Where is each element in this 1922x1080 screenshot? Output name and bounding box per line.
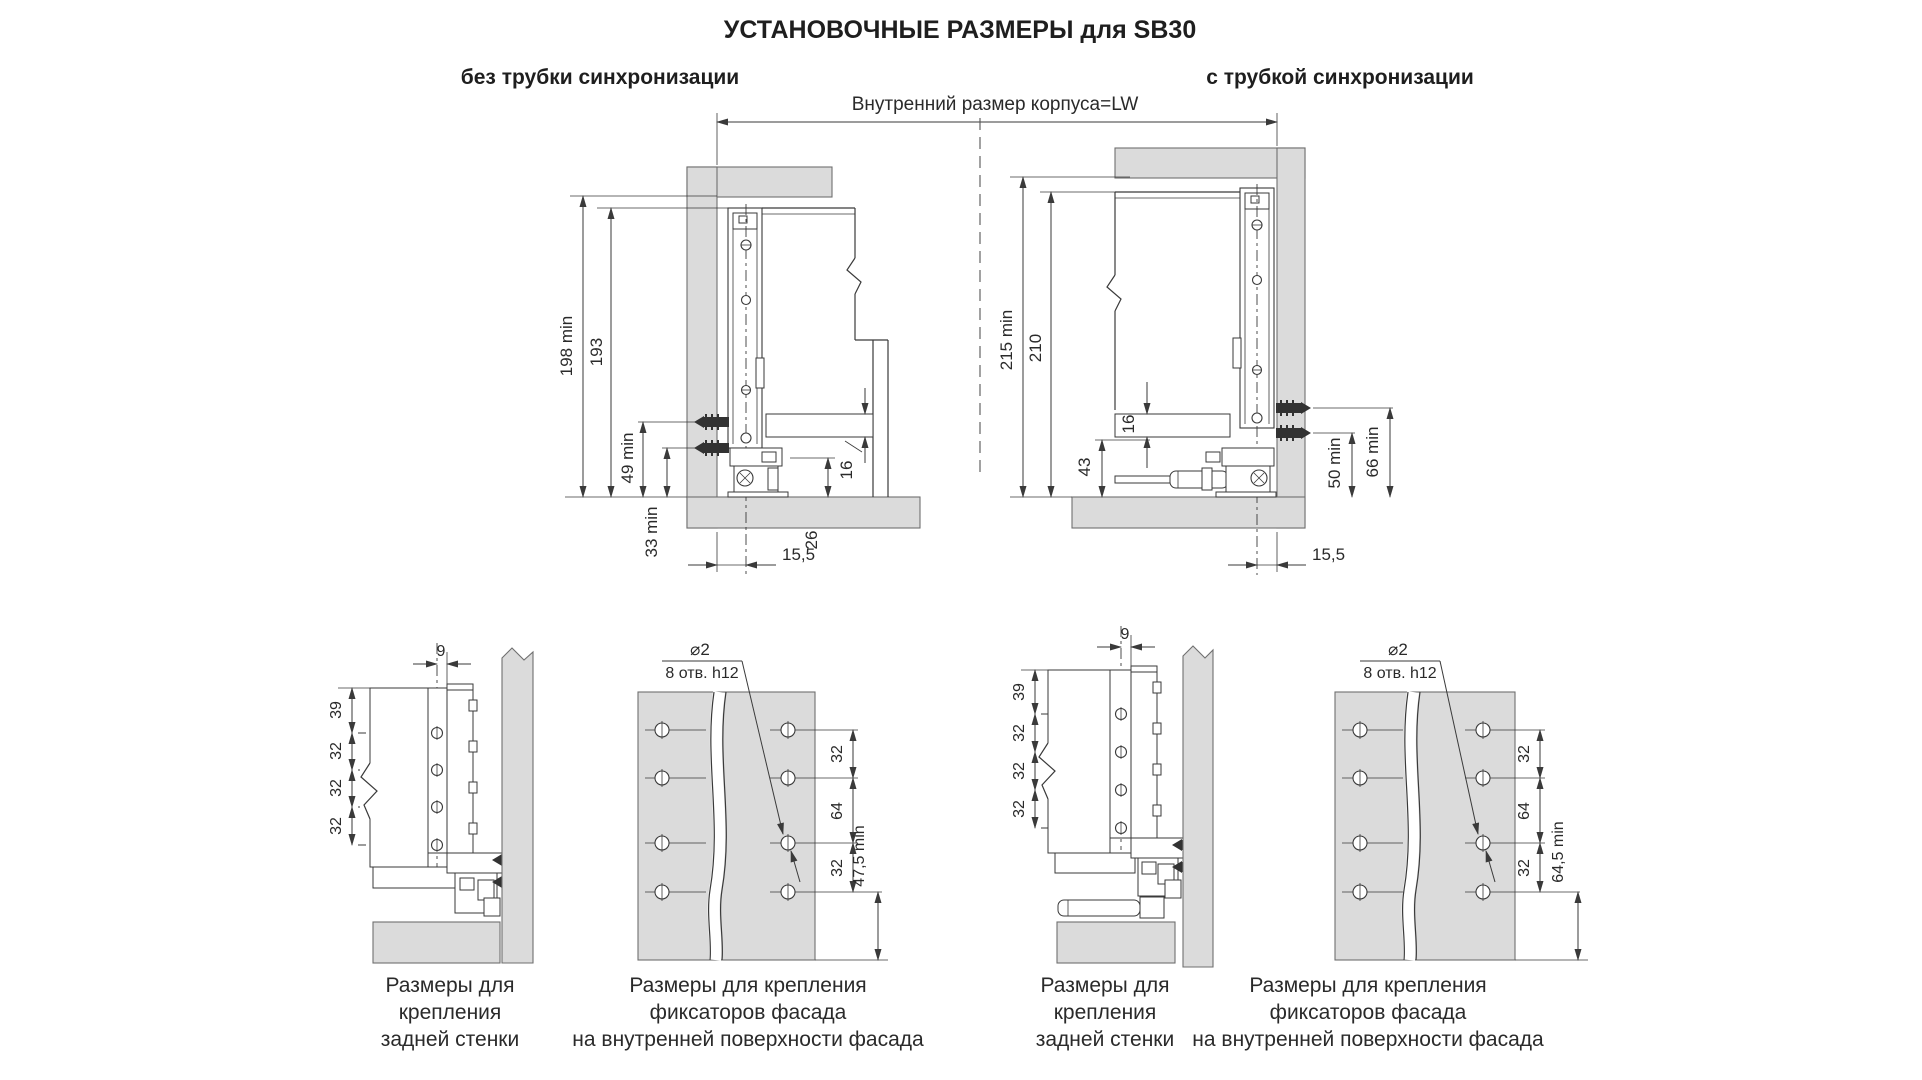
dim-bottom-clearance: 43 <box>1075 457 1094 477</box>
dim-lower-screw-min: 50 min <box>1325 437 1344 489</box>
caption-line: на внутренней поверхности фасада <box>572 1028 924 1051</box>
drawer-bottom-panel <box>373 867 455 888</box>
dim-rail-height: 193 <box>587 337 606 367</box>
dim-chain-32: 32 <box>829 859 846 877</box>
dim-bottom-thickness: 16 <box>1119 414 1138 434</box>
caption-line: на внутренней поверхности фасада <box>1192 1028 1544 1051</box>
dim-edge-offset: 9 <box>1120 626 1130 643</box>
dim-upper-screw-min: 66 min <box>1363 426 1382 478</box>
dimension-chain <box>815 730 888 960</box>
carcass-width-label: Внутренний размер корпуса=LW <box>851 94 1139 115</box>
drawer-back-panel <box>360 688 428 867</box>
cabinet-side-panel <box>687 167 717 528</box>
dim-chain-32: 32 <box>328 742 345 760</box>
cabinet-side-panel <box>1183 646 1213 967</box>
dim-bottom-min: 47,5 min <box>851 825 868 887</box>
dim-chain-32: 32 <box>1011 724 1028 742</box>
dim-side-offset: 15,5 <box>782 545 816 564</box>
mounting-screw <box>1276 425 1311 441</box>
dim-total-height-min: 215 min <box>997 309 1016 371</box>
synchronization-tube <box>1058 897 1164 918</box>
caption-line: фиксаторов фасада <box>649 1001 847 1024</box>
hole-diameter-label: ⌀2 <box>1388 640 1408 659</box>
cabinet-side-panel <box>502 648 533 963</box>
dim-total-height-min: 198 min <box>557 315 576 377</box>
caption-line: задней стенки <box>380 1028 520 1051</box>
dim-chain-64: 64 <box>1516 802 1533 820</box>
caption-line: Размеры для крепления <box>629 974 867 997</box>
holes-note-label: 8 отв. h12 <box>1363 665 1437 682</box>
caption-line: задней стенки <box>1035 1028 1175 1051</box>
dim-chain-32: 32 <box>829 745 846 763</box>
dim-bottom-thickness: 16 <box>837 460 856 480</box>
mounting-screw <box>1276 400 1311 416</box>
cabinet-bottom-panel <box>373 922 500 963</box>
column-header-with-tube: с трубкой синхронизации <box>1206 66 1474 89</box>
dim-side-offset: 15,5 <box>1312 545 1346 564</box>
caption-line: крепления <box>398 1001 502 1024</box>
dim-chain-32: 32 <box>328 817 345 835</box>
caption-facade <box>572 974 924 1051</box>
dim-chain-32: 32 <box>1011 800 1028 818</box>
cabinet-bottom-panel <box>687 497 920 528</box>
cabinet-bottom-panel <box>1072 497 1305 528</box>
dimension-chain <box>1515 730 1588 960</box>
section-with-tube <box>997 148 1393 575</box>
dim-chain-39: 39 <box>328 701 345 719</box>
back-wall-drawing-no-tube <box>328 643 533 1051</box>
drawer-side-profile <box>447 690 477 860</box>
front-fixing-mechanism <box>447 853 502 916</box>
dim-bottom-min: 64,5 min <box>1550 821 1567 883</box>
dim-chain-39: 39 <box>1011 683 1028 701</box>
dim-upper-screw-min: 49 min <box>618 432 637 484</box>
dim-chain-32: 32 <box>328 779 345 797</box>
caption-line: Размеры для крепления <box>1249 974 1487 997</box>
caption-facade <box>1192 974 1544 1051</box>
facade-drawing-no-tube <box>572 640 924 1051</box>
caption-line: фиксаторов фасада <box>1269 1001 1467 1024</box>
caption-line: Размеры для <box>1040 974 1170 997</box>
drawer-side-profile <box>1131 672 1161 845</box>
section-no-tube <box>557 167 920 575</box>
back-wall-drawing-with-tube <box>1011 626 1213 1051</box>
drawer-bottom-panel <box>1055 853 1135 873</box>
page-title: УСТАНОВОЧНЫЕ РАЗМЕРЫ для SB30 <box>723 16 1197 44</box>
column-header-no-tube: без трубки синхронизации <box>460 66 740 89</box>
caption-back-wall <box>1036 974 1174 1051</box>
dim-edge-offset: 9 <box>436 643 446 660</box>
front-fixing-mechanism <box>728 448 835 497</box>
cabinet-bottom-panel <box>1057 922 1175 963</box>
dim-lower-screw-min: 33 min <box>642 506 661 558</box>
caption-line: Размеры для <box>385 974 515 997</box>
dim-chain-32: 32 <box>1011 762 1028 780</box>
dim-chain-32: 32 <box>1516 859 1533 877</box>
drawer-back-panel <box>1039 670 1110 853</box>
dim-bottom-clearance: 26 <box>802 530 821 550</box>
caption-line: крепления <box>1053 1001 1157 1024</box>
facade-drawing-with-tube <box>1192 640 1588 1051</box>
drawer-bottom-panel <box>766 414 873 437</box>
dim-chain-64: 64 <box>829 802 846 820</box>
drawer-box <box>1107 192 1240 437</box>
caption-back-wall <box>381 974 519 1051</box>
dim-chain-32: 32 <box>1516 745 1533 763</box>
hole-diameter-label: ⌀2 <box>690 640 710 659</box>
holes-note-label: 8 отв. h12 <box>665 665 739 682</box>
cabinet-side-panel <box>1277 148 1305 528</box>
dim-rail-height: 210 <box>1026 333 1045 363</box>
